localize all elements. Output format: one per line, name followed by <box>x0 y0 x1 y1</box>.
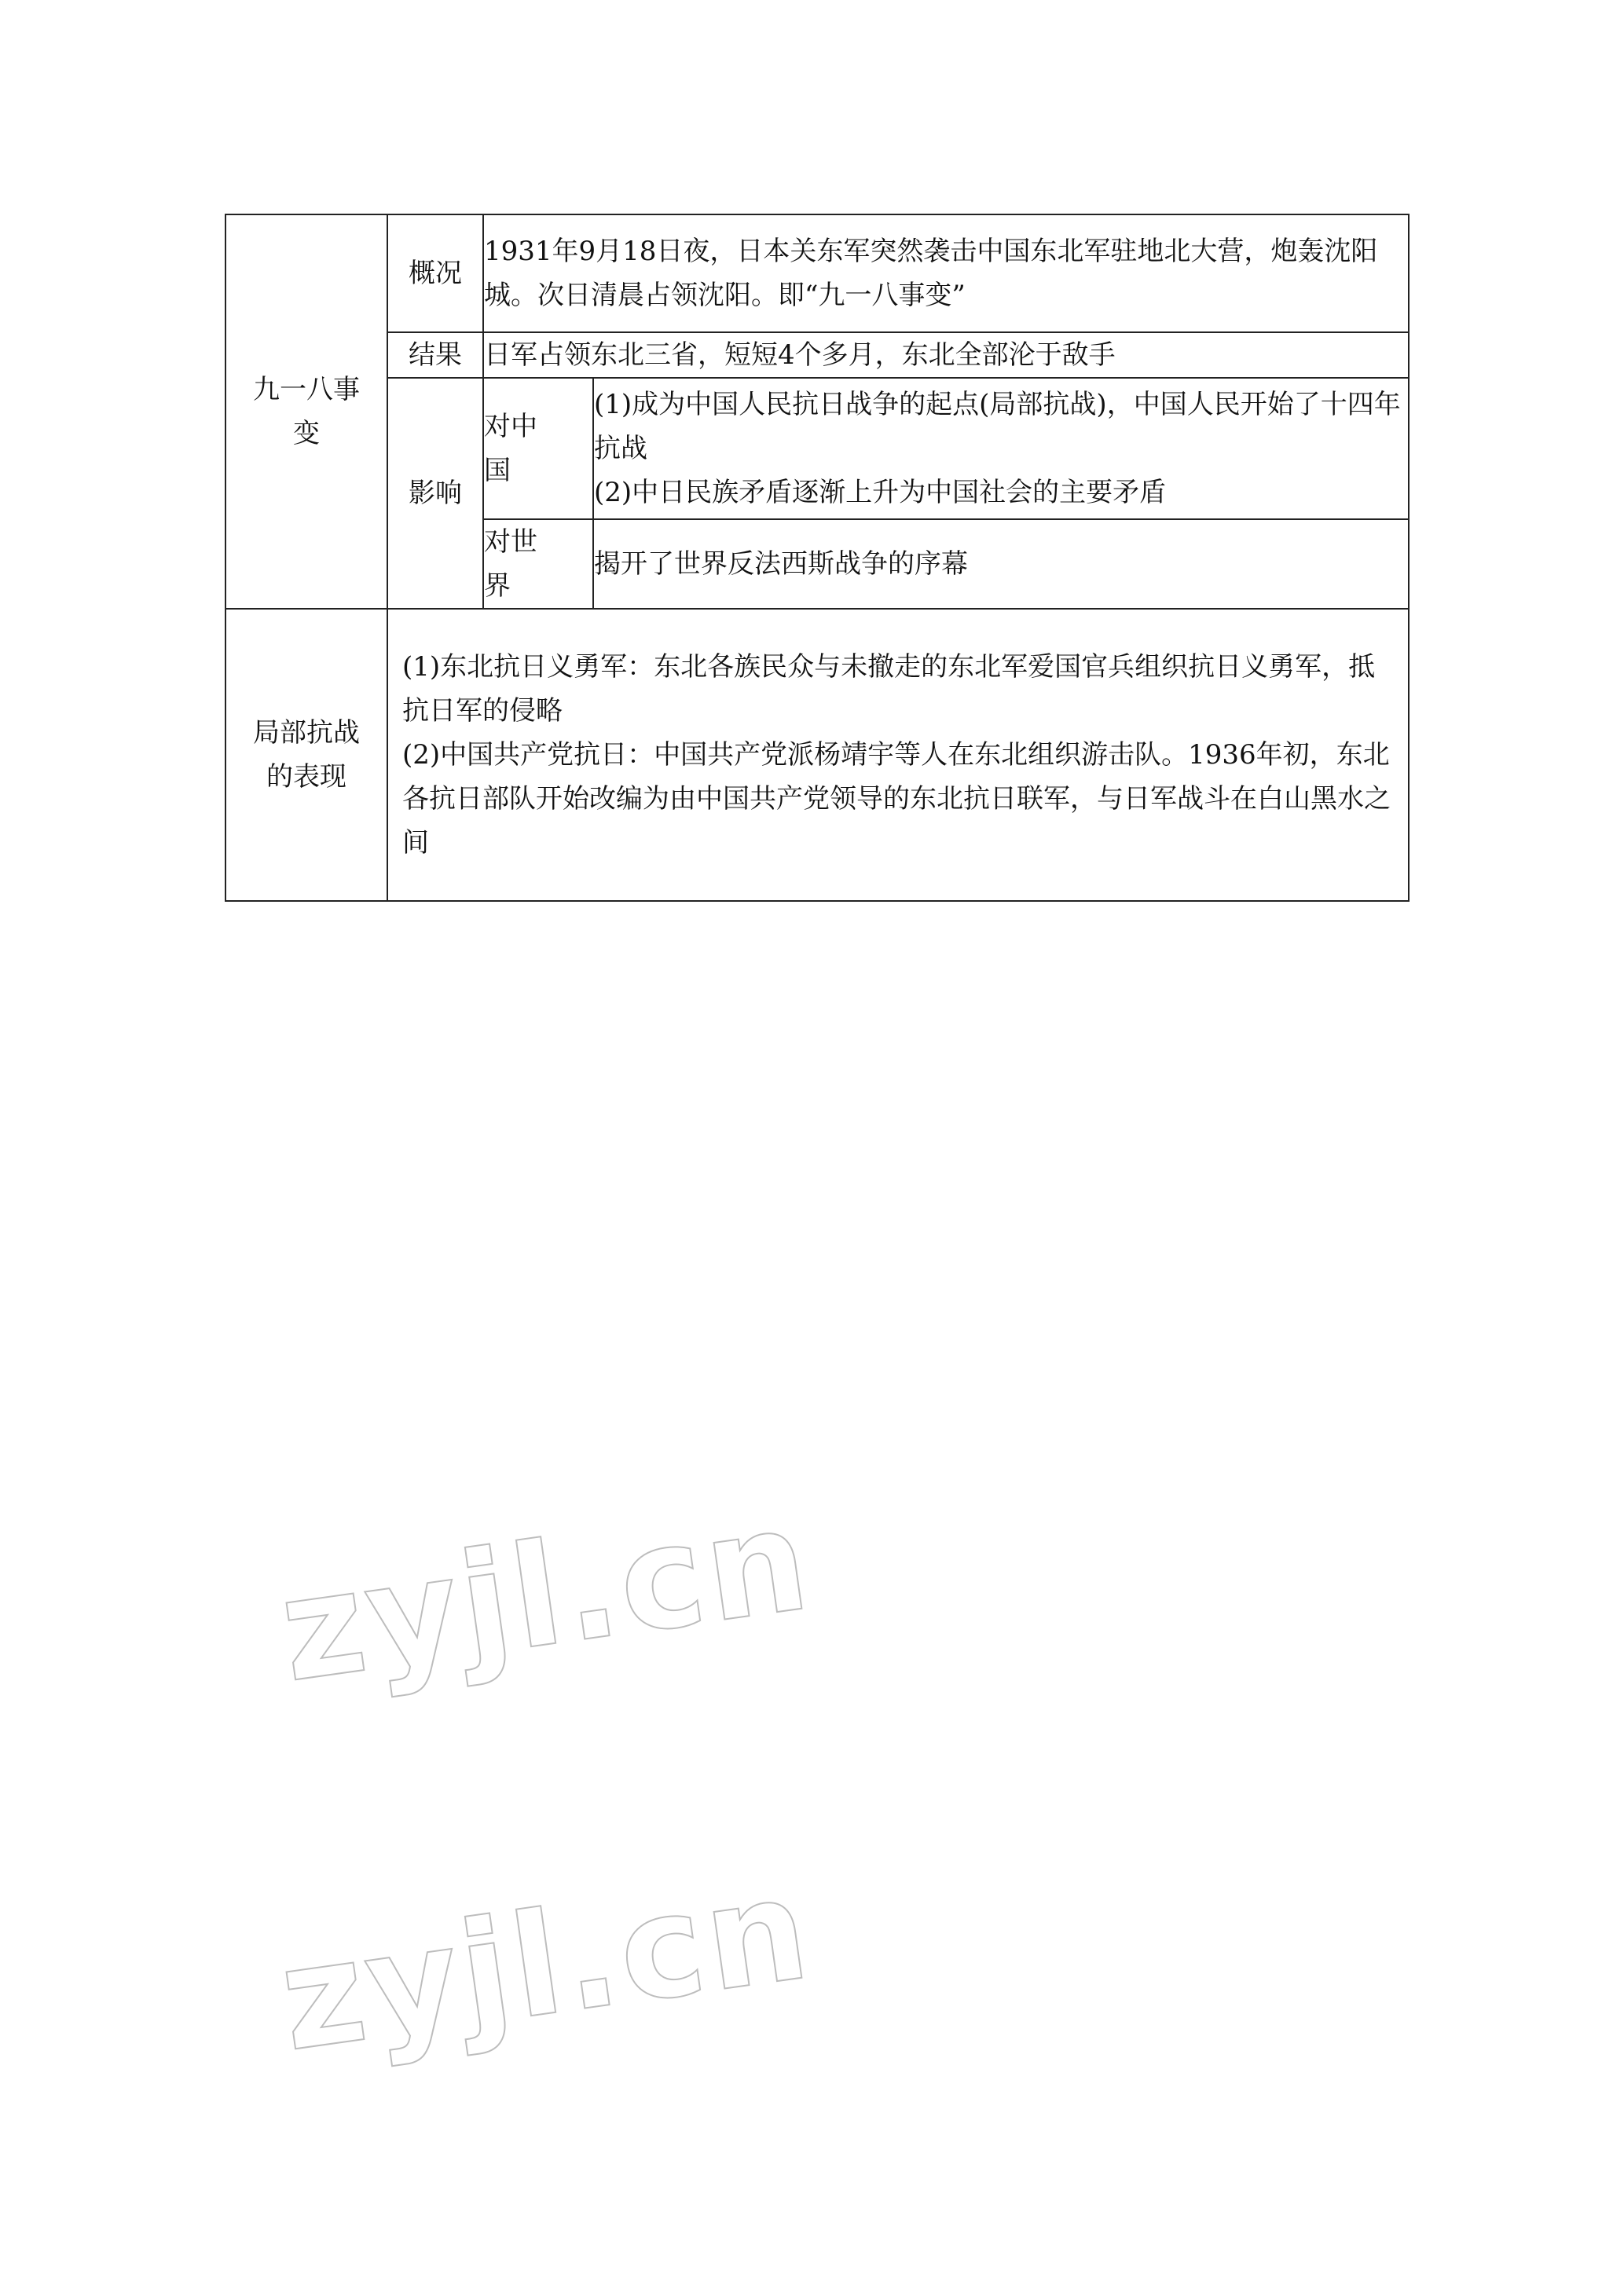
result-text: 日军占领东北三省，短短4个多月，东北全部沦于敌手 <box>484 339 1116 371</box>
influence-china-label: 对中国 <box>484 411 537 486</box>
influence-china-line1-start: (1)成为中国人民 <box>594 389 793 420</box>
result-label-cell <box>387 332 483 378</box>
watermark-lower: zyjl.cn <box>271 1846 821 2083</box>
influence-world-text: 揭开了世界反法西斯战争的序幕 <box>594 548 968 580</box>
influence-china-line2: (2)中日民族矛盾逐渐上升为中国社会的主要矛盾 <box>594 477 1167 508</box>
influence-china-keyword: 抗日战争 <box>792 389 900 420</box>
watermark-upper: zyjl.cn <box>271 1477 821 1714</box>
result-label: 结果 <box>409 339 462 371</box>
partial-resistance-content-cell <box>387 609 1409 901</box>
influence-china-label-cell <box>483 378 593 519</box>
partial-resistance-line2: (2)中国共产党抗日：中国共产党派杨靖宇等人在东北组织游击队。1936年初，东北各抗日部队开始改编为由中国共产党领导的东北抗日联军，与日军战斗在白山黑水之间 <box>402 739 1391 859</box>
overview-content-cell <box>483 214 1409 332</box>
influence-label: 影响 <box>409 478 462 509</box>
history-table <box>225 214 1410 902</box>
influence-world-label-cell <box>483 519 593 609</box>
influence-world-content-cell <box>593 519 1409 609</box>
influence-world-label: 对世界 <box>484 526 537 602</box>
influence-china-content-cell <box>593 378 1409 519</box>
influence-label-cell <box>387 378 483 609</box>
section-title-918-incident <box>225 214 387 609</box>
overview-text: 1931年9月18日夜，日本关东军突然袭击中国东北军驻地北大营，炮轰沈阳城。次日清晨占领沈阳。即“九一八事变” <box>484 236 1378 311</box>
result-content-cell <box>483 332 1409 378</box>
influence-china-line1-end: 的起点(局部抗战)，中国人民开始了十四年抗战 <box>594 389 1401 464</box>
section-title-text: 九一八事变 <box>253 374 360 449</box>
partial-resistance-line1: (1)东北抗日义勇军：东北各族民众与未撤走的东北军爱国官兵组织抗日义勇军，抵抗日军的侵略 <box>402 651 1376 727</box>
influence-china-line1 <box>594 383 1408 471</box>
overview-label-cell <box>387 214 483 332</box>
section-title-partial-resistance <box>225 609 387 901</box>
section2-title-text: 局部抗战的表现 <box>253 717 360 793</box>
overview-label: 概况 <box>409 258 462 289</box>
